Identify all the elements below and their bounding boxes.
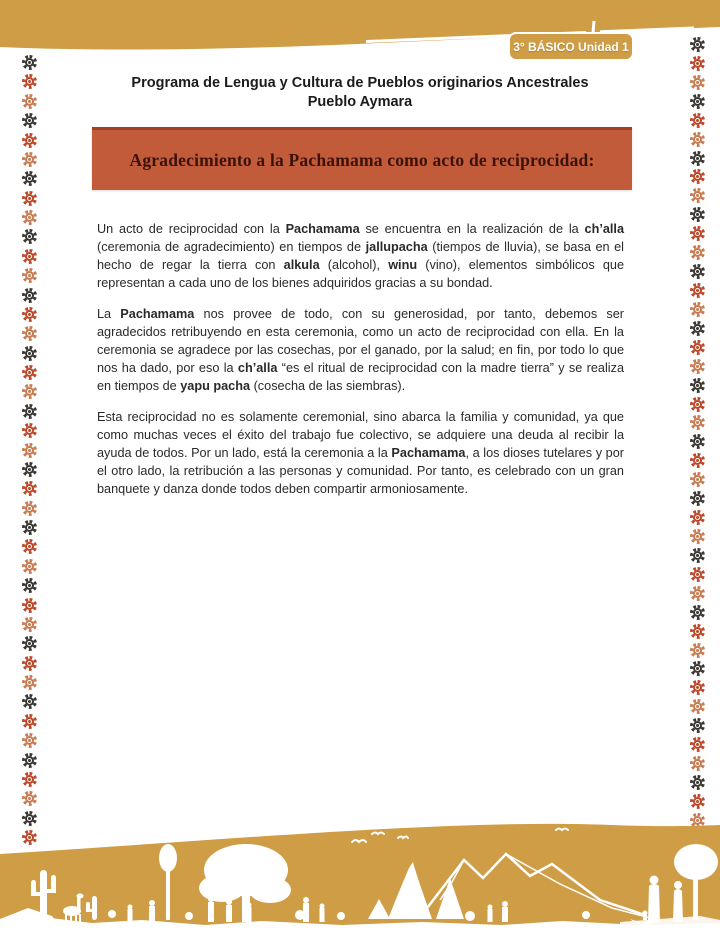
rosette-motif-icon: [22, 791, 37, 806]
rosette-motif-icon: [690, 226, 705, 241]
rosette-motif-icon: [22, 501, 37, 516]
rosette-motif-icon: [690, 472, 705, 487]
rosette-motif-icon: [22, 636, 37, 651]
rosette-motif-icon: [22, 346, 37, 361]
rosette-motif-icon: [22, 249, 37, 264]
rosette-motif-icon: [690, 548, 705, 563]
rosette-motif-icon: [690, 491, 705, 506]
paragraph: Esta reciprocidad no es solamente ceremonial, sino abarca la familia y comunidad, ya que como muchas veces el éxito del trabajo fue colectivo, se adquiere una deuda al recibir la ayuda de todos. Por un lado, está la ceremonia a la Pachamama, a los dioses tutelares y por el otro lado, la retribución a las personas y comunidad. Por tanto, es celebrado con un gran banquete y danza donde todos deben compartir armoniosamente.: [97, 410, 624, 496]
rosette-motif-icon: [690, 37, 705, 52]
rosette-motif-icon: [22, 288, 37, 303]
rosette-motif-icon: [22, 152, 37, 167]
rosette-motif-icon: [22, 733, 37, 748]
rosette-motif-icon: [690, 378, 705, 393]
rosette-motif-icon: [690, 245, 705, 260]
rosette-motif-icon: [690, 169, 705, 184]
rosette-motif-icon: [22, 365, 37, 380]
rosette-motif-icon: [690, 321, 705, 336]
rosette-motif-icon: [690, 794, 705, 809]
document-header: [60, 74, 660, 112]
rosette-motif-icon: [690, 680, 705, 695]
rosette-motif-icon: [690, 718, 705, 733]
rosette-motif-icon: [22, 617, 37, 632]
rosette-motif-icon: [22, 404, 37, 419]
rosette-motif-icon: [22, 559, 37, 574]
rosette-motif-icon: [690, 624, 705, 639]
rosette-motif-icon: [690, 359, 705, 374]
rosette-motif-icon: [690, 434, 705, 449]
rosette-motif-icon: [690, 94, 705, 109]
rosette-motif-icon: [690, 340, 705, 355]
rosette-motif-icon: [22, 55, 37, 70]
rosette-motif-icon: [690, 207, 705, 222]
rosette-motif-icon: [22, 113, 37, 128]
rosette-motif-icon: [22, 384, 37, 399]
left-border-rosette-chain: [22, 55, 37, 845]
rosette-motif-icon: [22, 210, 37, 225]
body-text: [97, 220, 624, 511]
rosette-motif-icon: [22, 229, 37, 244]
footer-scene: [0, 812, 720, 932]
rosette-motif-icon: [690, 151, 705, 166]
rosette-motif-icon: [690, 302, 705, 317]
rosette-motif-icon: [690, 132, 705, 147]
rosette-motif-icon: [22, 94, 37, 109]
rosette-motif-icon: [22, 656, 37, 671]
rosette-motif-icon: [690, 113, 705, 128]
rosette-motif-icon: [690, 586, 705, 601]
rosette-motif-icon: [22, 191, 37, 206]
paragraph: Un acto de reciprocidad con la Pachamama se encuentra en la realización de la ch’alla (ceremonia de agradecimiento) en tiempos de jallupacha (tiempos de lluvia), se basa en el hecho de regar la tierra con alkula (alcohol), winu (vino), elementos simbólicos que representan a cada uno de los bienes adquiridos gracias a su bondad.: [97, 222, 625, 290]
rosette-motif-icon: [690, 643, 705, 658]
rosette-motif-icon: [22, 694, 37, 709]
rosette-motif-icon: [690, 510, 705, 525]
rosette-motif-icon: [690, 415, 705, 430]
rosette-motif-icon: [690, 529, 705, 544]
rosette-motif-icon: [22, 462, 37, 477]
rosette-motif-icon: [690, 397, 705, 412]
rosette-motif-icon: [690, 661, 705, 676]
rosette-motif-icon: [690, 699, 705, 714]
program-subtitle: Pueblo Aymara: [307, 94, 413, 110]
rosette-motif-icon: [22, 675, 37, 690]
rosette-motif-icon: [690, 264, 705, 279]
program-title: Programa de Lengua y Cultura de Pueblos originarios Ancestrales: [131, 75, 589, 91]
rosette-motif-icon: [690, 56, 705, 71]
page-title: Agradecimiento a la Pachamama como acto de reciprocidad:: [129, 149, 595, 170]
rosette-motif-icon: [690, 756, 705, 771]
rosette-motif-icon: [690, 188, 705, 203]
unit-badge: 3° BÁSICO Unidad 1: [508, 32, 634, 61]
rosette-motif-icon: [22, 481, 37, 496]
rosette-motif-icon: [22, 714, 37, 729]
rosette-motif-icon: [22, 598, 37, 613]
rosette-motif-icon: [690, 283, 705, 298]
rosette-motif-icon: [22, 133, 37, 148]
rosette-motif-icon: [690, 75, 705, 90]
rosette-motif-icon: [22, 753, 37, 768]
rosette-motif-icon: [690, 567, 705, 582]
rosette-motif-icon: [22, 539, 37, 554]
title-banner: [92, 127, 632, 190]
rosette-motif-icon: [690, 775, 705, 790]
rosette-motif-icon: [22, 423, 37, 438]
rosette-motif-icon: [22, 268, 37, 283]
rosette-motif-icon: [690, 605, 705, 620]
rosette-motif-icon: [22, 74, 37, 89]
rosette-motif-icon: [22, 171, 37, 186]
rosette-motif-icon: [690, 453, 705, 468]
rosette-motif-icon: [690, 737, 705, 752]
rosette-motif-icon: [22, 326, 37, 341]
right-border-rosette-chain: [690, 37, 705, 828]
rosette-motif-icon: [22, 772, 37, 787]
rosette-motif-icon: [22, 520, 37, 535]
rosette-motif-icon: [22, 307, 37, 322]
rosette-motif-icon: [22, 443, 37, 458]
paragraph: La Pachamama nos provee de todo, con su generosidad, por tanto, debemos ser agradecidos retribuyendo en esta ceremonia, como un acto de reciprocidad con ella. En la ceremonia se agradece por las cosechas, por el ganado, por la salud; en fin, por todo lo que nos ha dado, por eso la ch’alla “es el ritual de reciprocidad con la madre tierra” y se realiza en tiempos de yapu pacha (cosecha de las siembras).: [97, 307, 624, 393]
rosette-motif-icon: [22, 578, 37, 593]
